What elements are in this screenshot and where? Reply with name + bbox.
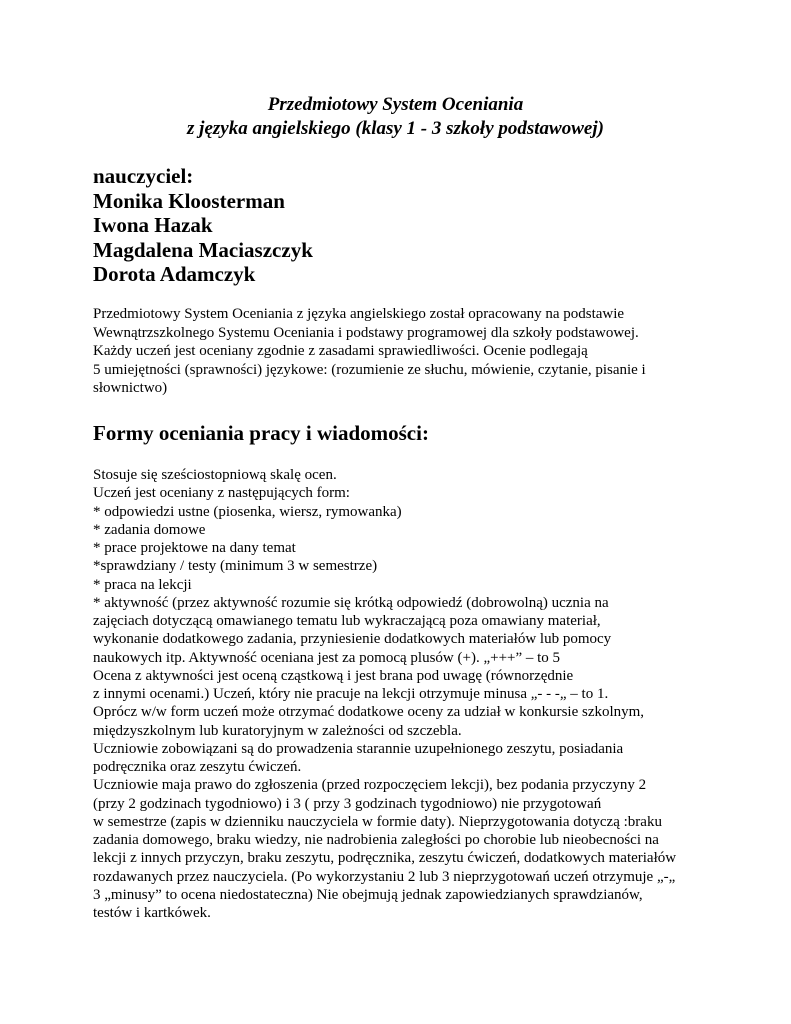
body-line: testów i kartkówek. [93, 905, 211, 921]
teachers-label: nauczyciel: [93, 164, 194, 188]
body-line: Uczeń jest oceniany z następujących form: [93, 485, 350, 502]
list-item: * odpowiedzi ustne (piosenka, wiersz, rymowanka) [93, 503, 402, 520]
teacher-name: Dorota Adamczyk [93, 262, 256, 286]
body-line: zajęciach dotyczącą omawianego tematu lub wykraczającą poza omawiany materiał, [93, 613, 601, 629]
body-line: w semestrze (zapis w dzienniku nauczyciela w formie daty). Nieprzygotowania dotyczą :braku [93, 813, 662, 830]
list-item: * zadania domowe [93, 521, 206, 538]
body-line: (przy 2 godzinach tygodniowo) i 3 ( przy 3 godzinach tygodniowo) nie przygotowań [93, 795, 602, 812]
body-line: zadania domowego, braku wiedzy, nie nadrobienia zaległości po chorobie lub nieobecności na [93, 832, 659, 848]
intro-line: Przedmiotowy System Oceniania z języka angielskiego został opracowany na podstawie [93, 306, 625, 322]
body-line: rozdawanych przez nauczyciela. (Po wykorzystaniu 2 lub 3 nieprzygotowań uczeń otrzymuje „-„ [93, 868, 676, 885]
intro-line: 5 umiejętności (sprawności) językowe: (rozumienie ze słuchu, mówienie, czytanie, pisanie i [93, 361, 646, 378]
section-heading: Formy oceniania pracy i wiadomości: [93, 421, 429, 445]
list-item: * praca na lekcji [93, 576, 192, 593]
body-line: Stosuje się sześciostopniową skalę ocen. [93, 467, 337, 483]
body-line: Uczniowie zobowiązani są do prowadzenia starannie uzupełnionego zeszytu, posiadania [93, 740, 624, 757]
body-line: naukowych itp. Aktywność oceniana jest za pomocą plusów (+). „+++” – to 5 [93, 649, 561, 666]
teacher-name: Magdalena Maciaszczyk [93, 237, 313, 262]
body-line: Ocena z aktywności jest oceną cząstkową i jest brana pod uwagę (równorzędnie [93, 667, 574, 684]
body-line: lekcji z innych przyczyn, braku zeszytu, podręcznika, zeszytu ćwiczeń, dodatkowych materiałów [93, 850, 677, 867]
intro-line: słownictwo) [93, 380, 168, 396]
teacher-name: Iwona Hazak [93, 213, 213, 237]
body-line: z innymi ocenami.) Uczeń, który nie pracuje na lekcji otrzymuje minusa „- - -„ – to 1. [93, 686, 609, 702]
teacher-name: Monika Kloosterman [93, 188, 285, 213]
body-line: Uczniowie maja prawo do zgłoszenia (przed rozpoczęciem lekcji), bez podania przyczyny 2 [93, 777, 647, 794]
document-title-line-1: Przedmiotowy System Oceniania [267, 94, 524, 115]
body-line: Oprócz w/w form uczeń może otrzymać dodatkowe oceny za udział w konkursie szkolnym, [93, 704, 645, 721]
body-line: wykonanie dodatkowego zadania, przyniesienie dodatkowych materiałów lub pomocy [93, 631, 612, 648]
grading-forms-text [93, 466, 733, 922]
body-line: 3 „minusy” to ocena niedostateczna) Nie obejmują jednak zapowiedzianych sprawdzianów, [93, 886, 643, 903]
teachers-block [93, 164, 313, 287]
intro-paragraph [93, 305, 713, 398]
list-item: * aktywność (przez aktywność rozumie się krótką odpowiedź (dobrowolną) ucznia na [93, 594, 609, 611]
intro-line: Wewnątrzszkolnego Systemu Oceniania i podstawy programowej dla szkoły podstawowej. [93, 324, 639, 341]
body-line: międzyszkolnym lub kuratoryjnym w zależności od szczebla. [93, 722, 462, 739]
body-line: podręcznika oraz zeszytu ćwiczeń. [93, 759, 302, 775]
list-item: * prace projektowe na dany temat [93, 540, 296, 556]
list-item: *sprawdziany / testy (minimum 3 w semestrze) [93, 558, 378, 575]
document-title-line-2: z języka angielskiego (klasy 1 - 3 szkoły podstawowej) [187, 118, 604, 139]
intro-line: Każdy uczeń jest oceniany zgodnie z zasadami sprawiedliwości. Ocenie podlegają [93, 343, 588, 359]
